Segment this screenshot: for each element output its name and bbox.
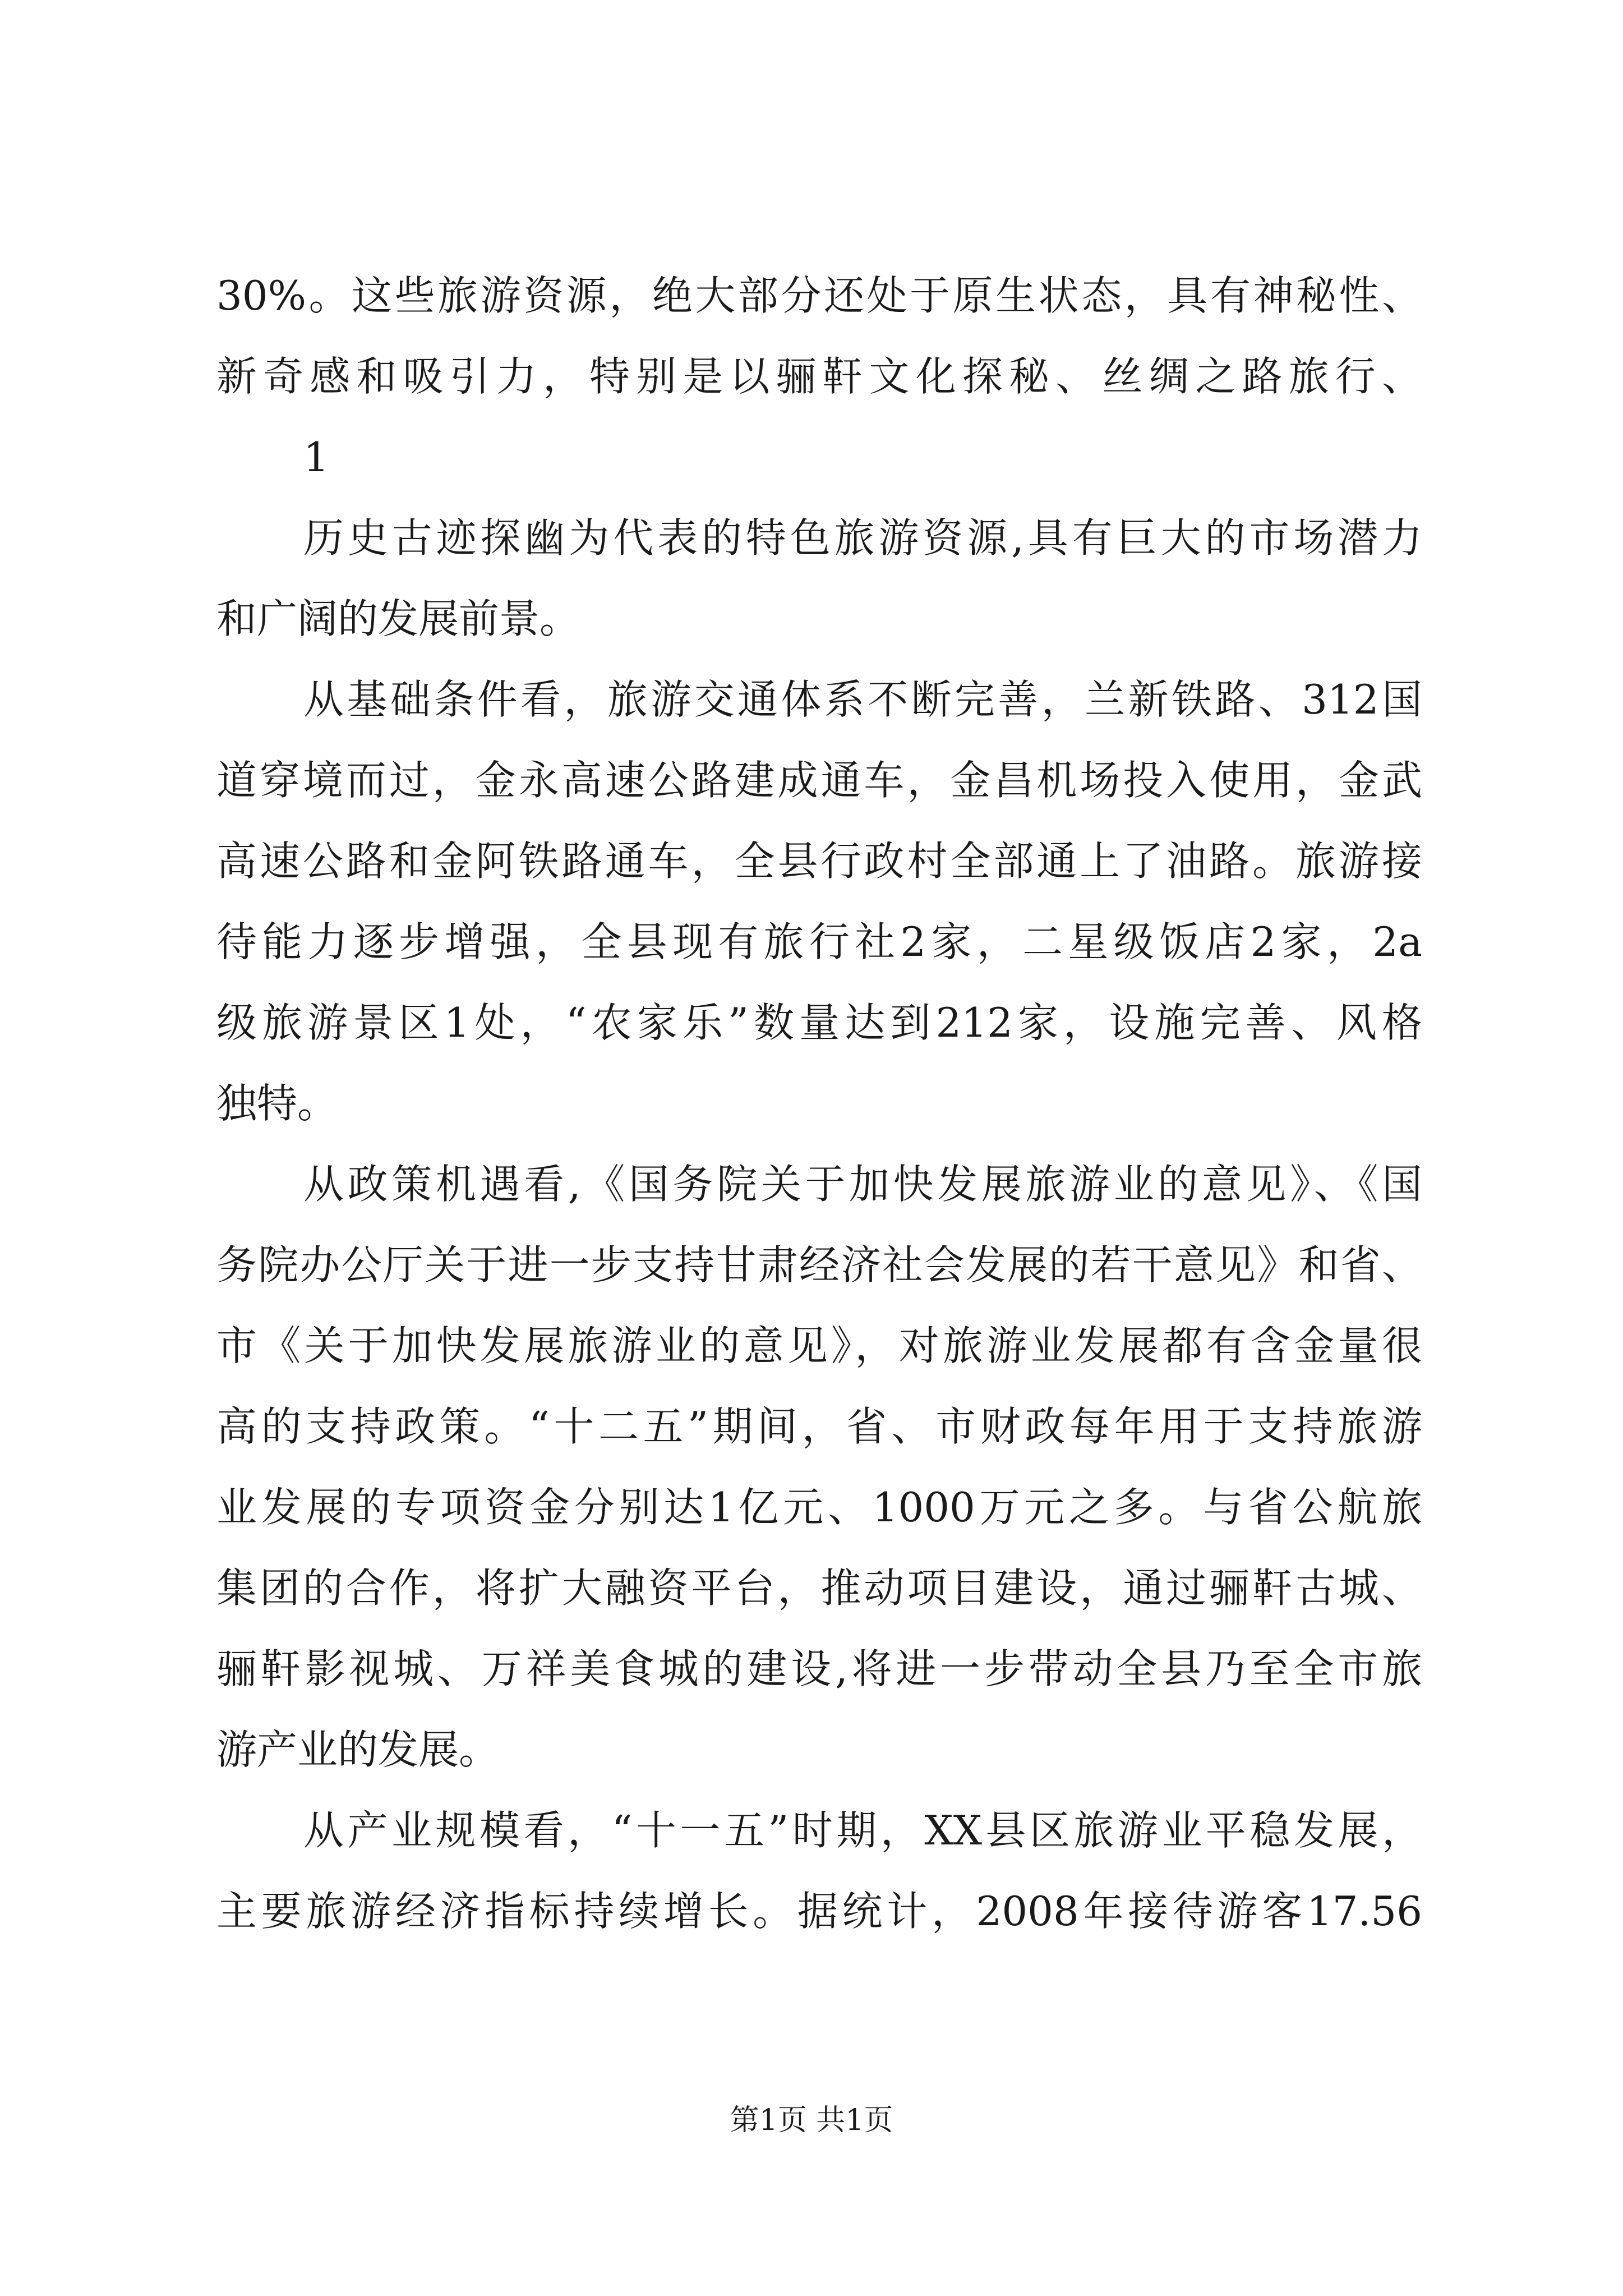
text-line: 历史古迹探幽为代表的特色旅游资源,具有巨大的市场潜力: [303, 514, 1422, 562]
text-line: 30%。这些旅游资源，绝大部分还处于原生状态，具有神秘性、: [216, 272, 1422, 319]
text-line: 高的支持政策。“十二五”期间，省、市财政每年用于支持旅游: [216, 1403, 1422, 1450]
text-line: 业发展的专项资金分别达1亿元、1000万元之多。与省公航旅: [216, 1484, 1422, 1531]
text-line: 独特。: [216, 1080, 338, 1127]
text-line: 级旅游景区1处，“农家乐”数量达到212家，设施完善、风格: [216, 999, 1422, 1046]
paragraph-start-line: 从基础条件看，旅游交通体系不断完善，兰新铁路、312国: [303, 676, 1422, 723]
text-line: 新奇感和吸引力，特别是以骊靬文化探秘、丝绸之路旅行、: [216, 353, 1422, 400]
body-text: [216, 255, 1422, 1952]
page-footer: 第1页 共1页: [730, 2104, 893, 2137]
paragraph-start-line: 从产业规模看，“十一五”时期，XX县区旅游业平稳发展，: [303, 1807, 1422, 1854]
text-line: 市《关于加快发展旅游业的意见》，对旅游业发展都有含金量很: [216, 1322, 1422, 1369]
text-line: 主要旅游经济指标持续增长。据统计，2008年接待游客17.56: [216, 1888, 1422, 1935]
text-line: 集团的合作，将扩大融资平台，推动项目建设，通过骊靬古城、: [216, 1565, 1422, 1612]
text-line: 和广阔的发展前景。: [216, 595, 580, 642]
page-number-marker: 1: [303, 434, 329, 481]
text-line: 道穿境而过，金永高速公路建成通车，金昌机场投入使用，金武: [216, 757, 1422, 804]
text-line: 游产业的发展。: [216, 1726, 500, 1773]
text-line: 务院办公厅关于进一步支持甘肃经济社会发展的若干意见》和省、: [216, 1241, 1422, 1289]
text-line: 骊靬影视城、万祥美食城的建设,将进一步带动全县乃至全市旅: [216, 1645, 1422, 1692]
paragraph-start-line: 从政策机遇看,《国务院关于加快发展旅游业的意见》、《国: [303, 1161, 1422, 1208]
text-line: 高速公路和金阿铁路通车，全县行政村全部通上了油路。旅游接: [216, 838, 1422, 885]
text-line: 待能力逐步增强，全县现有旅行社2家，二星级饭店2家，2a: [216, 918, 1422, 965]
